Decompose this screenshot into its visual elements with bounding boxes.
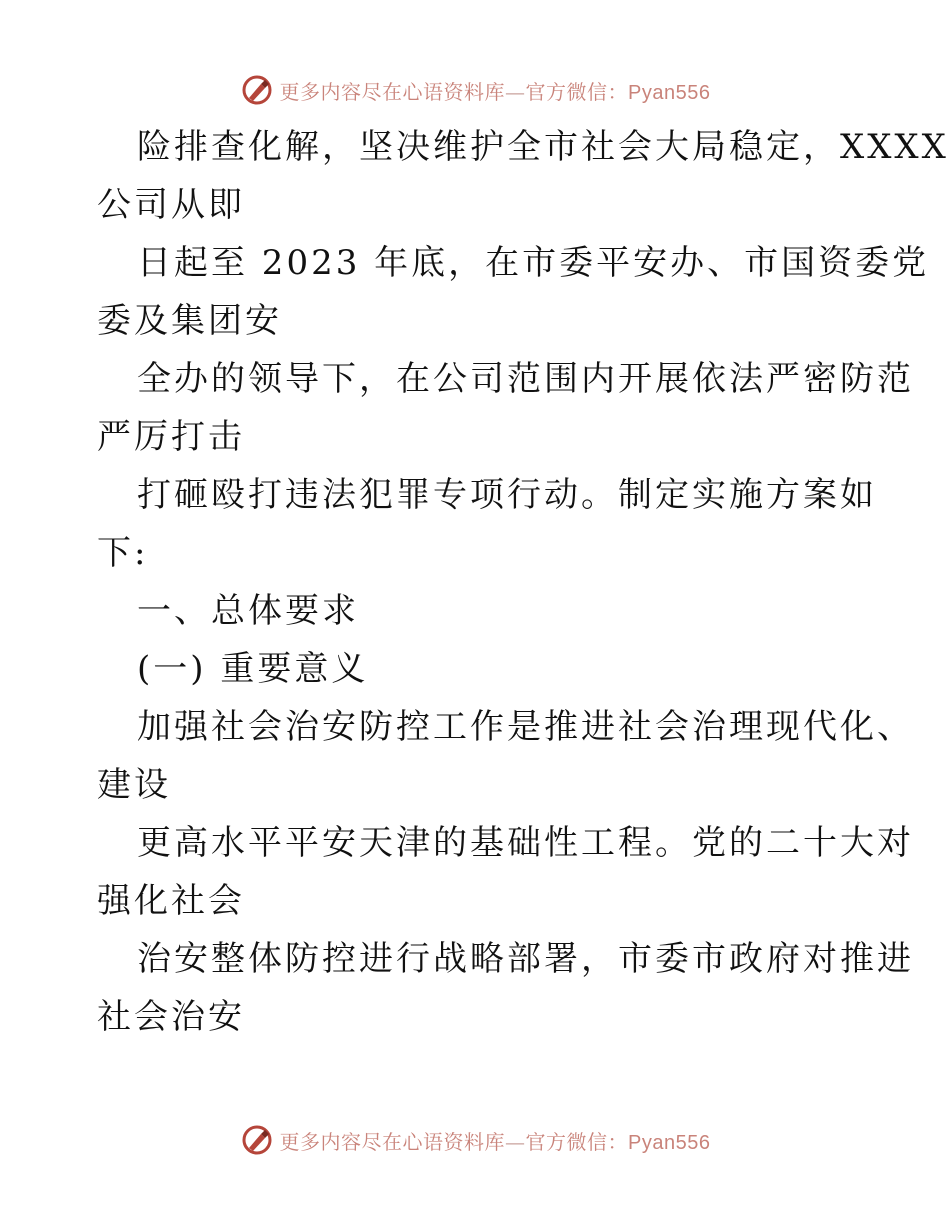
text-line: 严厉打击 [97,417,245,457]
banner-text: 更多内容尽在心语资料库—官方微信：Pyan556 [279,79,711,104]
text-line: 社会治安 [97,997,245,1037]
pen-logo-icon [240,1123,274,1157]
footer-banner [0,1120,950,1160]
text-line: 全办的领导下，在公司范围内开展依法严密防范 [137,359,914,399]
text-line: 强化社会 [97,881,245,921]
text-line: 公司从即 [97,185,245,225]
text-line: 打砸殴打违法犯罪专项行动。制定实施方案如 [137,475,877,515]
banner-text: 更多内容尽在心语资料库—官方微信：Pyan556 [279,1129,711,1154]
pen-logo-icon [240,73,274,107]
document-body [97,118,949,1046]
text-line: 日起至 2023 年底，在市委平安办、市国资委党 [137,243,930,283]
text-line: 险排查化解，坚决维护全市社会大局稳定，XXXX [137,127,949,167]
text-line: 治安整体防控进行战略部署，市委市政府对推进 [137,939,914,979]
text-line: 委及集团安 [97,301,282,341]
text-line: 一、总体要求 [137,591,359,631]
text-line: 建设 [97,765,171,805]
text-line: 下: [97,533,149,573]
text-line: (一) 重要意义 [137,649,369,689]
text-line: 加强社会治安防控工作是推进社会治理现代化、 [137,707,914,747]
header-banner [0,70,950,110]
text-line: 更高水平平安天津的基础性工程。党的二十大对 [137,823,914,863]
